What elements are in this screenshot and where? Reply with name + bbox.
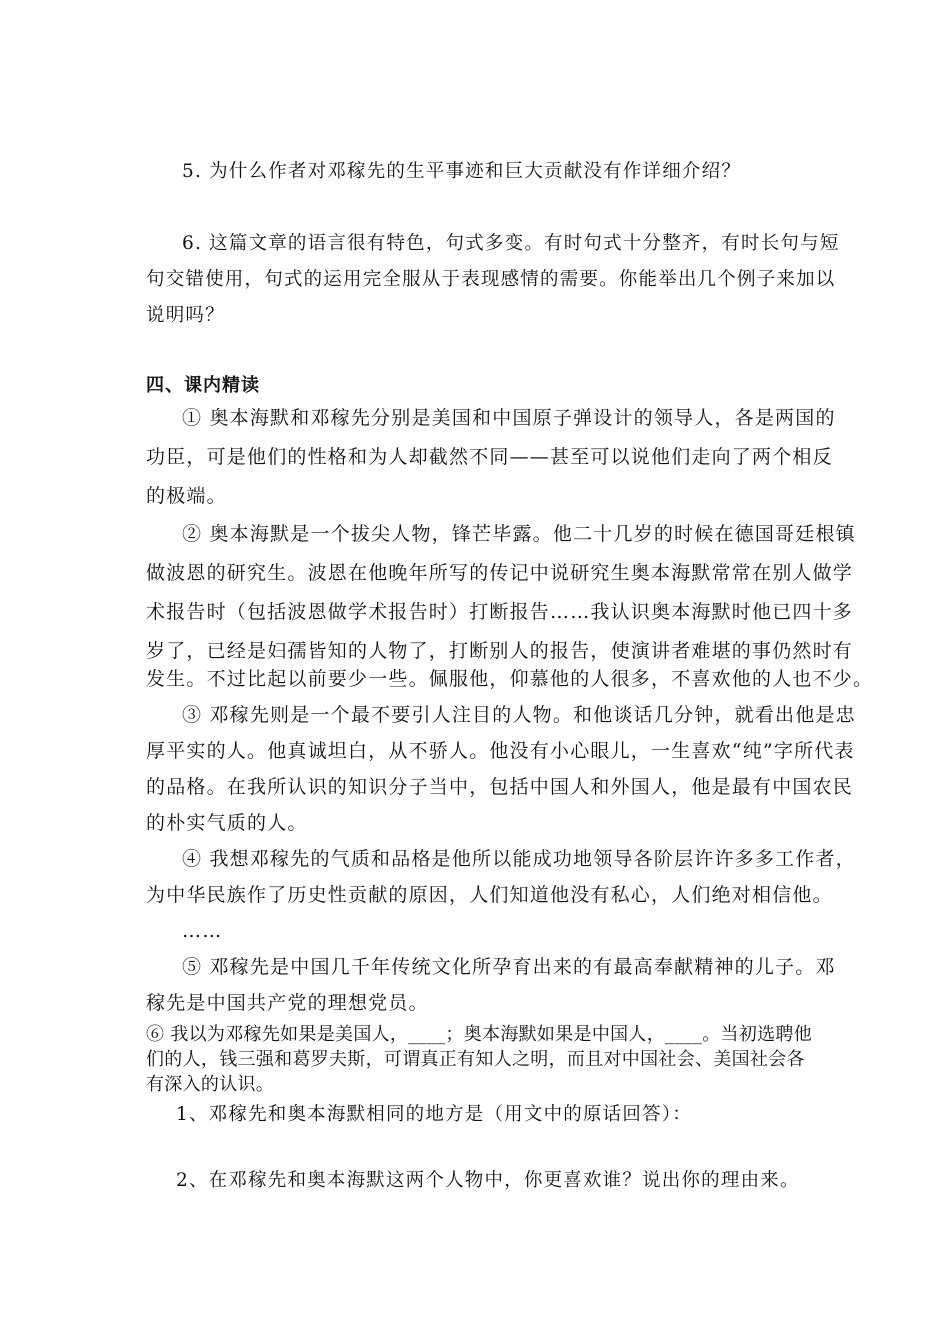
paragraph-5-line-1: ⑤ 邓稼先是中国几千年传统文化所孕育出来的有最高奉献精神的儿子。邓 <box>182 956 836 978</box>
question-5: 5. 为什么作者对邓稼先的生平事迹和巨大贡献没有作详细介绍？ <box>182 161 742 182</box>
question-6-line-3: 说明吗？ <box>146 305 225 326</box>
paragraph-3-line-2: 厚平实的人。他真诚坦白，从不骄人。他没有小心眼儿，一生喜欢“纯”字所代表 <box>146 740 855 762</box>
paragraph-4-line-2: 为中华民族作了历史性贡献的原因，人们知道他没有私心，人们绝对相信他。 <box>146 884 833 906</box>
question-6-line-1: 6. 这篇文章的语言很有特色，句式多变。有时句式十分整齐，有时长句与短 <box>182 233 840 254</box>
question-6-line-2: 句交错使用，句式的运用完全服从于表现感情的需要。你能举出几个例子来加以 <box>146 269 836 290</box>
paragraph-4-line-1: ④ 我想邓稼先的气质和品格是他所以能成功地领导各阶层许许多多工作者， <box>182 848 856 870</box>
section-heading: 四、课内精读 <box>146 375 260 396</box>
paragraph-2-line-5: 发生。不过比起以前要少一些。佩服他，仰慕他的人很多，不喜欢他的人也不少。 <box>146 668 874 690</box>
paragraph-6-line-1: ⑥ 我以为邓稼先如果是美国人，____；奥本海默如果是中国人，____。当初选聘他 <box>146 1024 813 1045</box>
exercise-1: 1、邓稼先和奥本海默相同的地方是（用文中的原话回答）： <box>176 1104 692 1125</box>
paragraph-6-line-2: 们的人，钱三强和葛罗夫斯，可谓真正有知人之明，而且对中国社会、美国社会各 <box>146 1049 805 1070</box>
passage-ellipsis: …… <box>182 920 223 942</box>
paragraph-2-line-4: 岁了，已经是妇孺皆知的人物了，打断别人的报告，使演讲者难堪的事仍然时有 <box>146 640 854 662</box>
paragraph-2-line-1: ② 奥本海默是一个拔尖人物，锋芒毕露。他二十几岁的时候在德国哥廷根镇 <box>182 523 856 545</box>
paragraph-6-line-3: 有深入的认识。 <box>146 1074 275 1095</box>
paragraph-2-line-3: 术报告时（包括波恩做学术报告时）打断报告……我认识奥本海默时他已四十多 <box>146 601 854 623</box>
paragraph-3-line-4: 的朴实气质的人。 <box>146 812 308 834</box>
paragraph-1-line-3: 的极端。 <box>146 485 227 507</box>
paragraph-5-line-2: 稼先是中国共产党的理想党员。 <box>146 992 429 1014</box>
paragraph-3-line-3: 的品格。在我所认识的知识分子当中，包括中国人和外国人，他是最有中国农民 <box>146 776 854 798</box>
exercise-2: 2、在邓稼先和奥本海默这两个人物中，你更喜欢谁？说出你的理由来。 <box>176 1170 800 1191</box>
paragraph-3-line-1: ③ 邓稼先则是一个最不要引人注目的人物。和他谈话几分钟，就看出他是忠 <box>182 704 856 726</box>
paragraph-1-line-2: 功臣，可是他们的性格和为人却截然不同——甚至可以说他们走向了两个相反 <box>146 446 833 468</box>
paragraph-2-line-2: 做波恩的研究生。波恩在他晚年所写的传记中说研究生奥本海默常常在别人做学 <box>146 562 854 584</box>
paragraph-1-line-1: ① 奥本海默和邓稼先分别是美国和中国原子弹设计的领导人，各是两国的 <box>182 407 836 429</box>
